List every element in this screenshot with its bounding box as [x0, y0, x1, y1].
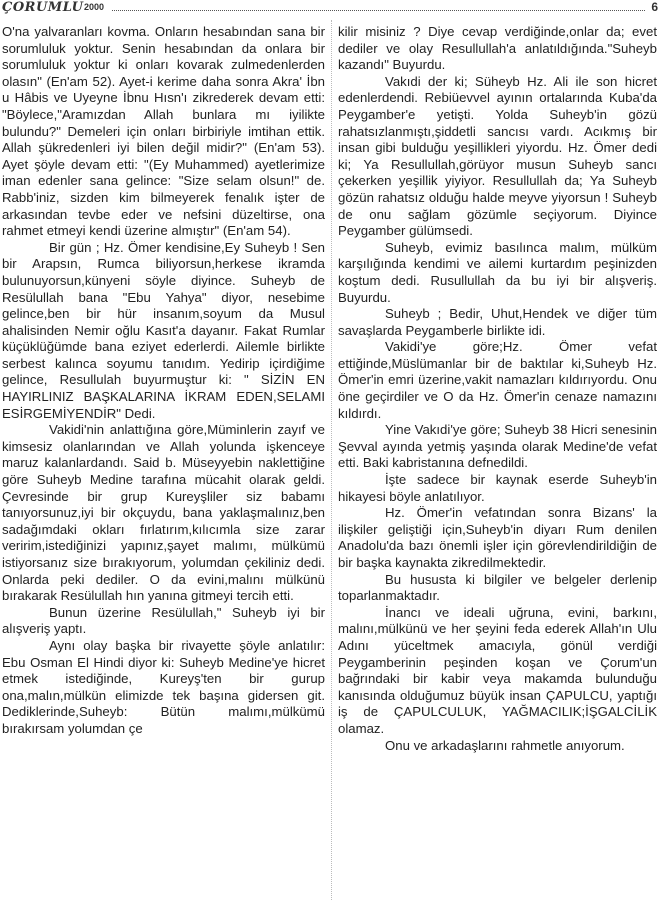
paragraph: O'na yalvaranları kovma. Onların hesabından sana bir sorumluluk yoktur. Senin hesabından da onlara bir sorumluluk yoktur ki onları kovarak zulmedenlerden olasın" (En'am 52). Ayet-i kerime daha sonra Akra' İbn u Hâbis ve Uyeyne İbnu Hısn'ı zikrederek devam etti: "Böylece,"Aramızdan Allah bunlara mı iyilikte bulundu?" Demeleri için onları birbiriyle imtihan ettik. Allah şükredenleri iyi bilen değil midir?" (En'am 53). Ayet şöyle devam etti: "(Ey Muhammed) ayetlerimize iman edenler sana gelince: "Size selam olsun!" de. Rabb'iniz, sizden kim bilmeyerek fenalık işter de arkasından tevbe eder ve nefsini düzeltirse, ona rahmet etmeyi kendi üzerine almıştır" (En'am 54). [2, 24, 325, 239]
paragraph: Bu hususta ki bilgiler ve belgeler derlenip toparlanmaktadır. [338, 571, 657, 604]
paragraph: kilir misiniz ? Diye cevap verdiğinde,onlar da; evet dediler ve olay Resullullah'a anlatıldığında."Suheyb kazandı" Buyurdu. [338, 24, 657, 73]
paragraph: Vakidi'ye göre;Hz. Ömer vefat ettiğinde,Müslümanlar bir de baktılar ki,Suheyb Hz. Ömer'in emri üzerine,vakit namazları kıldırıyordu. Onu öne geçirdiler ve O da Hz. Ömer'in cenaze namazını kıldırdı. [338, 339, 657, 421]
paragraph: Bunun üzerine Resülullah," Suheyb iyi bir alışveriş yaptı. [2, 604, 325, 637]
paragraph: Vakidi'nin anlattığına göre,Müminlerin zayıf ve kimsesiz olanlarından ve Allah yolunda işkenceye maruz kalanlardandı. Said b. Müseyyebin naklettiğine göre Suheyb Medine tarafına mücahit olarak geldi. Çevresinde bir grup Kureyşliler siz babamı tanıyorsunuz,iyi bir okçuydu, bana yaklaşmalınız,ben sadağımdaki okları fırlatırım,kılıcımla size zarar veririm,istediğinizi yapınız,şayet malımı, mülkümü istiyorsanız size bırakıyorum, yolumdan çekiliniz dedi. Onlarda peki dediler. O da evini,malını mülkünü bırakarak Resülullah hın yanına gitmeyi tercih etti. [2, 422, 325, 604]
paragraph: İşte sadece bir kaynak eserde Suheyb'in hikayesi böyle anlatılıyor. [338, 472, 657, 504]
paragraph: Yine Vakıdi'ye göre; Suheyb 38 Hicri senesinin Şevval ayında yetmiş yaşında olarak Medine'de vefat etti. Baki kabristanına defnedildi. [338, 422, 657, 471]
paragraph: İnancı ve ideali uğruna, evini, barkını, malını,mülkünü ve her şeyini feda ederek Allah'ın Ulu Adını yüceltmek amacıyla, gönül verdiği Peygamberinin peşinden koşan ve Çorum'un bağrındaki bir kabir veya makamda bulunduğu kanısında olduğumuz büyük insan ÇAPULCU, yaptığı iş de ÇAPULCULUK, YAĞMACILIK;İŞGALCİLİK olamaz. [338, 604, 657, 736]
left-column [2, 24, 325, 896]
right-column [338, 24, 657, 896]
issue-year: 2000 [84, 2, 105, 12]
paragraph: Bir gün ; Hz. Ömer kendisine,Ey Suheyb ! Sen bir Arapsın, Rumca biliyorsun,herkese ikramda bulunuyorsun,künyeni söyle diyince. Suheyb de Resülullah bana "Ebu Yahya" diyor, nesebime gelince,ben bir hür insanım,soyum da Musul ahalisinden Nemir oğlu Kasıt'a dayanır. Fakat Rumlar küçüklüğümde bana eziyet ederlerdi. Ailemle birlikte serbest kalınca soyumu tanıdım. Yedirip içirdiğime gelince, Resullulah buyurmuştur ki: " SİZİN EN HAYIRLINIZ BAŞKALARINA İKRAM EDEN,SELAMI ESİRGEMİYENDİR" Dedi. [2, 239, 325, 421]
paragraph: Vakıdi der ki; Süheyb Hz. Ali ile son hicret edenlerdendi. Rebiüevvel ayının ortalarında Kuba'da Peygamber'e yetişti. Yolda Suheyb'in gözü rahatsızlanmıştı,şiddetli sancısı vardı. Acıkmış bir insan gibi bulduğu yeşillikleri yiyordu. Hz. Ömer dedi ki; Ya Resullullah,görüyor musun Suheyb sancı çekerken yeşillik yiyiyor. Resullullah da; Ya Suheyb gözün rahatsız olduğu halde meyve yiyorsun ! Suheyb de onu sağlam gözümle seçiyorum. Diyince Peygamber gülümsedi. [338, 73, 657, 239]
header-rule [112, 10, 645, 11]
page-number: 6 [651, 0, 658, 14]
paragraph: Hz. Ömer'in vefatından sonra Bizans' la ilişkiler geliştiği için,Suheyb'in diyarı Rum denilen Anadolu'da bazı önemli işler için görevlendirildiğin de bir başka kaynakta zikredilmektedir. [338, 505, 657, 570]
paragraph: Onu ve arkadaşlarını rahmetle anıyorum. [385, 737, 625, 753]
column-divider [331, 20, 332, 900]
page-header [0, 0, 661, 16]
masthead-logo: ÇORUMLU [2, 0, 84, 15]
paragraph: Aynı olay başka bir rivayette şöyle anlatılır: Ebu Osman El Hindi diyor ki: Suheyb Medine'ye hicret etmek istediğinde, Kureyş'ten bir gurup ona,malın,mülkün elimizde tek başına gidersen git. Dediklerinde,Suheyb: Bütün malımı,mülkümü bırakırsam yolumdan çe [2, 637, 325, 736]
paragraph: Suheyb, evimiz basılınca malım, mülküm karşılığında kendimi ve ailemi kurtardım peşinizden koştum dedi. Rusullullah da bu iyi bir alışveriş. Buyurdu. [338, 239, 657, 305]
paragraph: Suheyb ; Bedir, Uhut,Hendek ve diğer tüm savaşlarda Peygamberle birlikte idi. [338, 306, 657, 338]
